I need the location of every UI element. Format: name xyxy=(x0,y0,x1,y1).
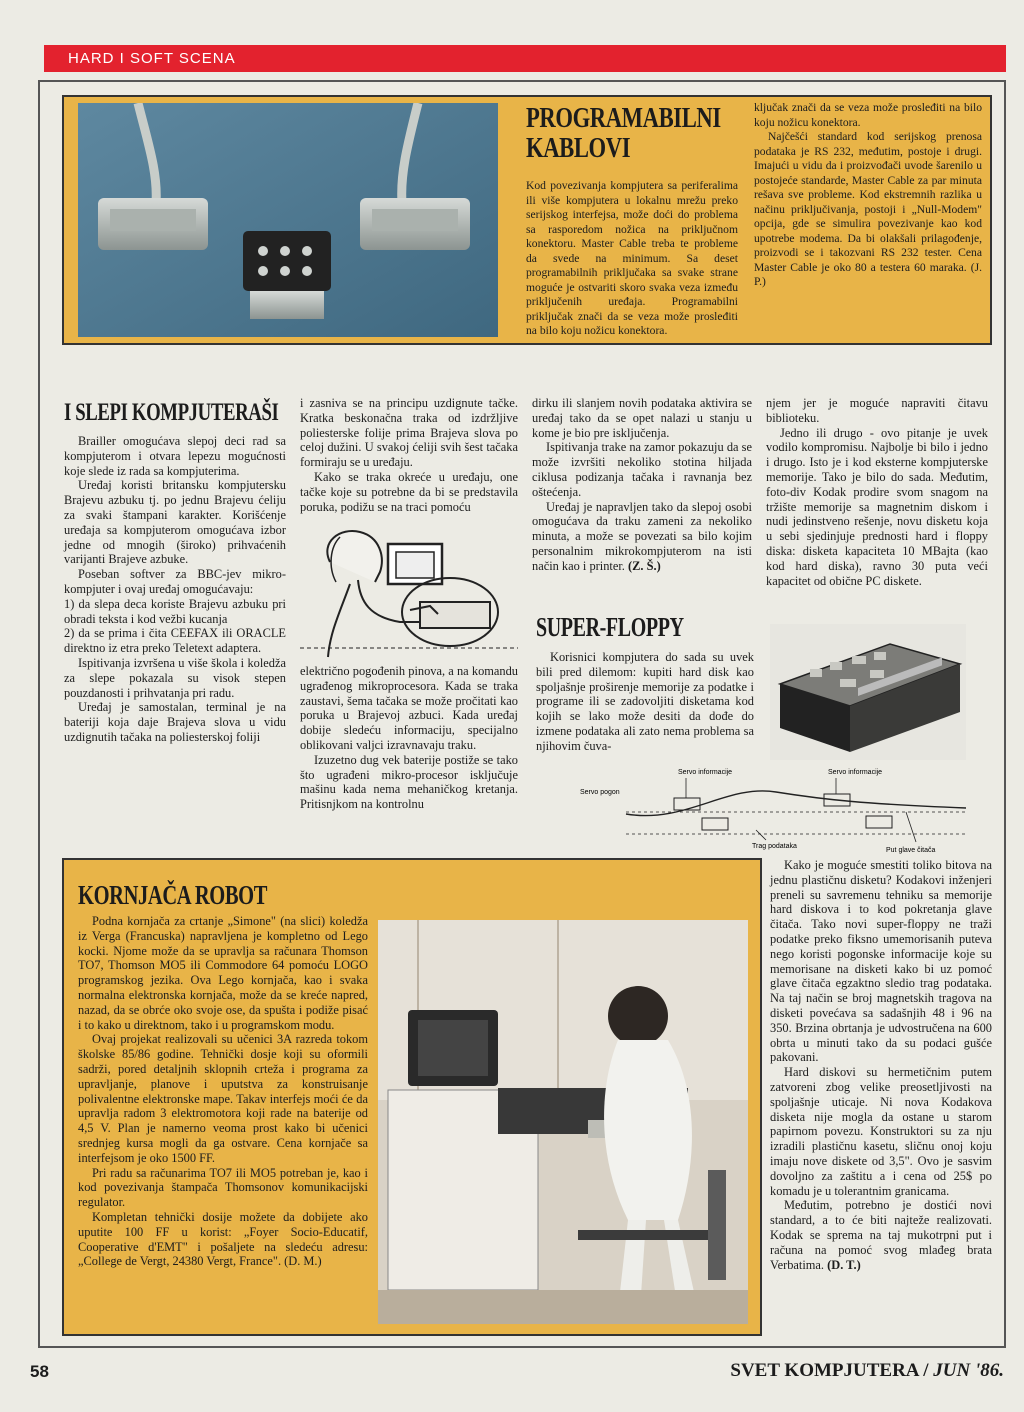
slepi-col3 xyxy=(532,396,752,574)
kablovi-title-2: KABLOVI xyxy=(526,132,631,164)
kablovi-text-1: Kod povezivanja kompjutera sa periferalima ili više kompjutera u lokalnu mrežu preko serijskog interfejsa, može doći do problema sa rasporedom nožica na priključnom konektoru. Master Cable treba te probleme da svede na minimum. Sa deset programabilnih priključaka sa svake strane moguće je ostvariti skoro svaka veza između priključenih uređaja. Programabilni priključak znači da se veza može prosleđiti na bilo koju nožicu konektora. xyxy=(526,179,738,337)
magazine-name: SVET KOMPJUTERA / xyxy=(730,1360,929,1381)
slepi-col2b xyxy=(300,664,518,812)
floppy-col5 xyxy=(770,858,992,1272)
slepi-c3-p3: Uređaj je napravljen tako da slepoj osobi omogućava da traku zameni za nekoliko minuta, a može se povezati sa bilo kojim personalnim mikrokompjuterom na isti način kao i printer. (Z. Š.) xyxy=(532,499,752,573)
magazine-footer xyxy=(730,1360,1004,1382)
kablovi-title-1: PROGRAMABILNI xyxy=(526,102,721,134)
slepi-c2-p2: Kako se traka okreće u uređaju, one tačke koje su potrebne da bi se predstavila poruka, podižu se na traci pomoću xyxy=(300,469,518,514)
kablovi-panel xyxy=(62,95,992,345)
floppy-c5-p1: Kako je moguće smestiti toliko bitova na jednu plastičnu disketu? Kodakovi inženjeri preneli su savremenu tehniku sa memorije hard diskova i to kod pokretanja glave čitača. Tako novi super-floppy ne traži podatke preko fiksno umemorisanih puteva nego koristi pogonske informacije koje su memorisane na disketi kako bi uz pomoć glave čitača egzaktno sledio trag podataka. Na taj način se broj magnetskih tragova na disketi povećava sa sadašnjih 48 i 96 na 350. Brzina obrtanja je udvostručena na 600 obrta u minuti tako da su podaci gušće pakovani. xyxy=(770,858,992,1065)
robot-p4: Kompletan tehnički dosije možete da dobijete ako uputite 100 FF u korist: „Foyer Socio-Educatif, Cooperative d'EMT" i pošaljete na sledeću adresu: „College de Vergt, 24380 Vergt, France". (D. M.) xyxy=(78,1209,368,1269)
robot-text-top xyxy=(78,880,368,1269)
cable-photo xyxy=(78,103,498,337)
slepi-p1: Brailler omogućava slepoj deci rad sa kompjuterom i otvara lepezu mogućnosti koje slede iz rada sa kompjuterima. xyxy=(64,434,286,478)
slepi-c2-p1: i zasniva se na principu uzdignute tačke. Kratka beskonačna traka od izdržljive poliesterske folije prima Brajeva slova po celoj dužini. U svakoj ćeliji svih šest tačaka formiraju se u uređaju. xyxy=(300,396,518,470)
robot-p2: Ovaj projekat realizovali su učenici 3A razreda tokom školske 85/86 godine. Tehnički dosje koji su oformili sadrži, pored detaljnih sklopnih crteža i programa za upravljanje, planove i uputstva za konstruisanje polivalentne elektronske mape. Takav interfejs moći će da upravlja radom 3 elektromotora koji rade na baterije od 4,5 V. Plan je namerno veoma prost kako bi učenici srednjeg kursa mogli da ga ostvare. Cena kornjače sa interfejsom je oko 1500 FF. xyxy=(78,1032,368,1165)
robot-photo xyxy=(378,920,748,1324)
floppy-c5-p2: Hard diskovi su hermetičnim putem zatvoreni zbog velike preosetljivosti na spoljašnje uticaje. Ni nova Kodakova disketa nije mogla da ostane u starom papirnom povezu. Konstruktori su za nju izradili plastičnu kasetu, sličnu onoj koju imaju nove diskete od 3,5". Ovo je sasvim dovoljno za zaštitu a i cena od 25$ po komadu je u tolerantnim granicama. xyxy=(770,1065,992,1198)
kablovi-col2 xyxy=(754,101,982,290)
floppy-signature: (D. T.) xyxy=(827,1257,861,1272)
floppy-col4 xyxy=(766,396,988,588)
slepi-p7: Uređaj je samostalan, terminal je na bateriji koja daje Brajeva slova u vidu uzdignutih tačaka na poliesterskoj foliji xyxy=(64,700,286,744)
braille-illustration xyxy=(300,522,518,662)
diagram-label-head: Put glave čitača xyxy=(886,847,936,854)
floppy-drive-photo xyxy=(770,624,966,760)
slepi-signature: (Z. Š.) xyxy=(628,558,661,573)
robot-p1: Podna kornjača za crtanje „Simone" (na slici) koledža iz Verga (Francuska) napravljena je kompletno od Lego kocki. Njome može da se upravlja sa računara Thomson TO7, Thomson MO5 ili Commodore 64 pomoću LOGO programskog jezika. Ova Lego kornjača, kao i svaka normalna elektronska kornjača, može da se kreće napred, nazad, da se obrće oko svoje ose, da spušta i podiže pisać i to kako u direktnom, tako i u programskom modu. xyxy=(78,914,368,1032)
slepi-c3-p2: Ispitivanja trake na zamor pokazuju da se može izvršiti nekoliko stotina hiljada ciklusa podizanja tačaka i ravnanja bez oštećenja. xyxy=(532,440,752,499)
slepi-c3-p1: dirku ili slanjem novih podataka aktivira se uređaj tako da se opet nalazi u stanju u kome je bio pre isključenja. xyxy=(532,396,752,440)
page-number: 58 xyxy=(30,1362,49,1381)
robot-panel xyxy=(62,858,762,1336)
floppy-title: SUPER-FLOPPY xyxy=(536,612,684,642)
floppy-p1: Korisnici kompjutera do sada su uvek bili pred dilemom: kupiti hard disk kao spoljašnje proširenje memorije za podatke i programe ili se zadovoljiti disketama kod kojih se lako može desiti da dođe do izmene podataka ali zato nema problema sa njihovim čuva- xyxy=(536,650,754,753)
slepi-col1 xyxy=(64,398,286,745)
diagram-label-servo1: Servo informacije xyxy=(678,769,733,776)
slepi-col2 xyxy=(300,396,518,514)
diagram-label-drive: Servo pogon xyxy=(580,789,620,796)
robot-p3: Pri radu sa računarima TO7 ili MO5 potreban je, kao i kod povezivanja štampača Thomsonov komunikacijski regulator. xyxy=(78,1165,368,1210)
slepi-p2: Uređaj koristi britansku kompjutersku Brajevu azbuku tj. po jednu Brajevu ćeliju za svaki štampani karakter. Korišćenje uređaja sa kompjuterom omogućava izbor jedne od mnogih (široko) prihvaćenih varijanti Brajeve azbuke. xyxy=(64,478,286,567)
kablovi-col1 xyxy=(526,103,738,339)
floppy-c5-p3: Međutim, potrebno je dostići novi standard, a to će biti najteže realizovati. Kodak se sprema na taj mukotrpni put i računa na pomoć svog mlađeg brata Verbatima. (D. T.) xyxy=(770,1198,992,1272)
servo-diagram xyxy=(566,764,974,856)
section-header: HARD I SOFT SCENA xyxy=(44,45,1006,72)
slepi-title: I SLEPI KOMPJUTERAŠI xyxy=(64,399,279,426)
diagram-label-servo2: Servo informacije xyxy=(828,769,883,776)
slepi-c2-p4: Izuzetno dug vek baterije postiže se tako što ugrađeni mikro-procesor isključuje mašinu kada nema mehaničkog kretanja. Pritisnjkom na kontrolnu xyxy=(300,752,518,812)
slepi-p3: Poseban softver za BBC-jev mikro-kompjuter i ovaj uređaj omogućavaju: xyxy=(64,567,286,596)
kablovi-text-3: Najčešći standard kod serijskog prenosa podataka je RS 232, međutim, postoje i drugi. Imajući u vidu da i proizvođači uvode šarenilo u postojeće standarde, Master Cable za par minuta rešava sve probleme. Kod ekstremnih razlika u načinu priključivanja, postoji i „Null-Modem" opcija, gde se simulira povezivanje kao kod upotrebe modema. Da bi olakšali prilagođenje, proizvodi se i takozvani RS 232 tester. Cena Master Cable je oko 80 a testera 60 maraka. (J. P.) xyxy=(754,130,982,288)
slepi-p4: 1) da slepa deca koriste Brajevu azbuku pri obradi teksta i kod vežbi kucanja xyxy=(64,596,286,626)
slepi-p6: Ispitivanja izvršena u više škola i koledža za slepe pokazala su visok stepen pouzdanosti i prihvatanja pri radu. xyxy=(64,655,286,700)
connector-illustration xyxy=(78,103,498,337)
robot-title: KORNJAČA ROBOT xyxy=(78,880,268,910)
diagram-label-track: Trag podataka xyxy=(752,843,797,850)
floppy-c4-p1: njem jer je moguće napraviti čitavu biblioteku. xyxy=(766,396,988,425)
kablovi-text-2: ključak znači da se veza može prosleđiti na bilo koju nožicu konektora. xyxy=(754,101,982,129)
floppy-col3 xyxy=(536,612,754,754)
slepi-p5: 2) da se prima i čita CEEFAX ili ORACLE direktno iz etra preko Teletext adaptera. xyxy=(64,626,286,656)
issue-date: JUN '86. xyxy=(933,1360,1004,1381)
floppy-c4-p2: Jedno ili drugo - ovo pitanje je uvek vodilo kompromisu. Najbolje bi bilo i jedno i drugo. Isto je i kod eksterne kompjuterske memorije. Tako je bilo do sada. Međutim, foto-div Kodak prodire svom snagom na tržište memorije sa magnetnim diskom i nudi jedinstveno rešenje, novu disketu koja u sebi sjedinjuje prednosti hard i floppy diska: disketa kapaciteta 10 MBajta (kao kod hard diska), ravno 30 puta veći kapacitet od obične PC diskete. xyxy=(766,425,988,588)
slepi-c2-p3: električno pogođenih pinova, a na komandu ugrađenog mikroprocesora. Kada se traka zaustavi, šema tačaka se može pročitati kao poruka u Brajevoj azbuci. Kada uređaj dobije sledeću informaciju, specijalno oblikovani valjci izravnavaju traku. xyxy=(300,664,518,752)
